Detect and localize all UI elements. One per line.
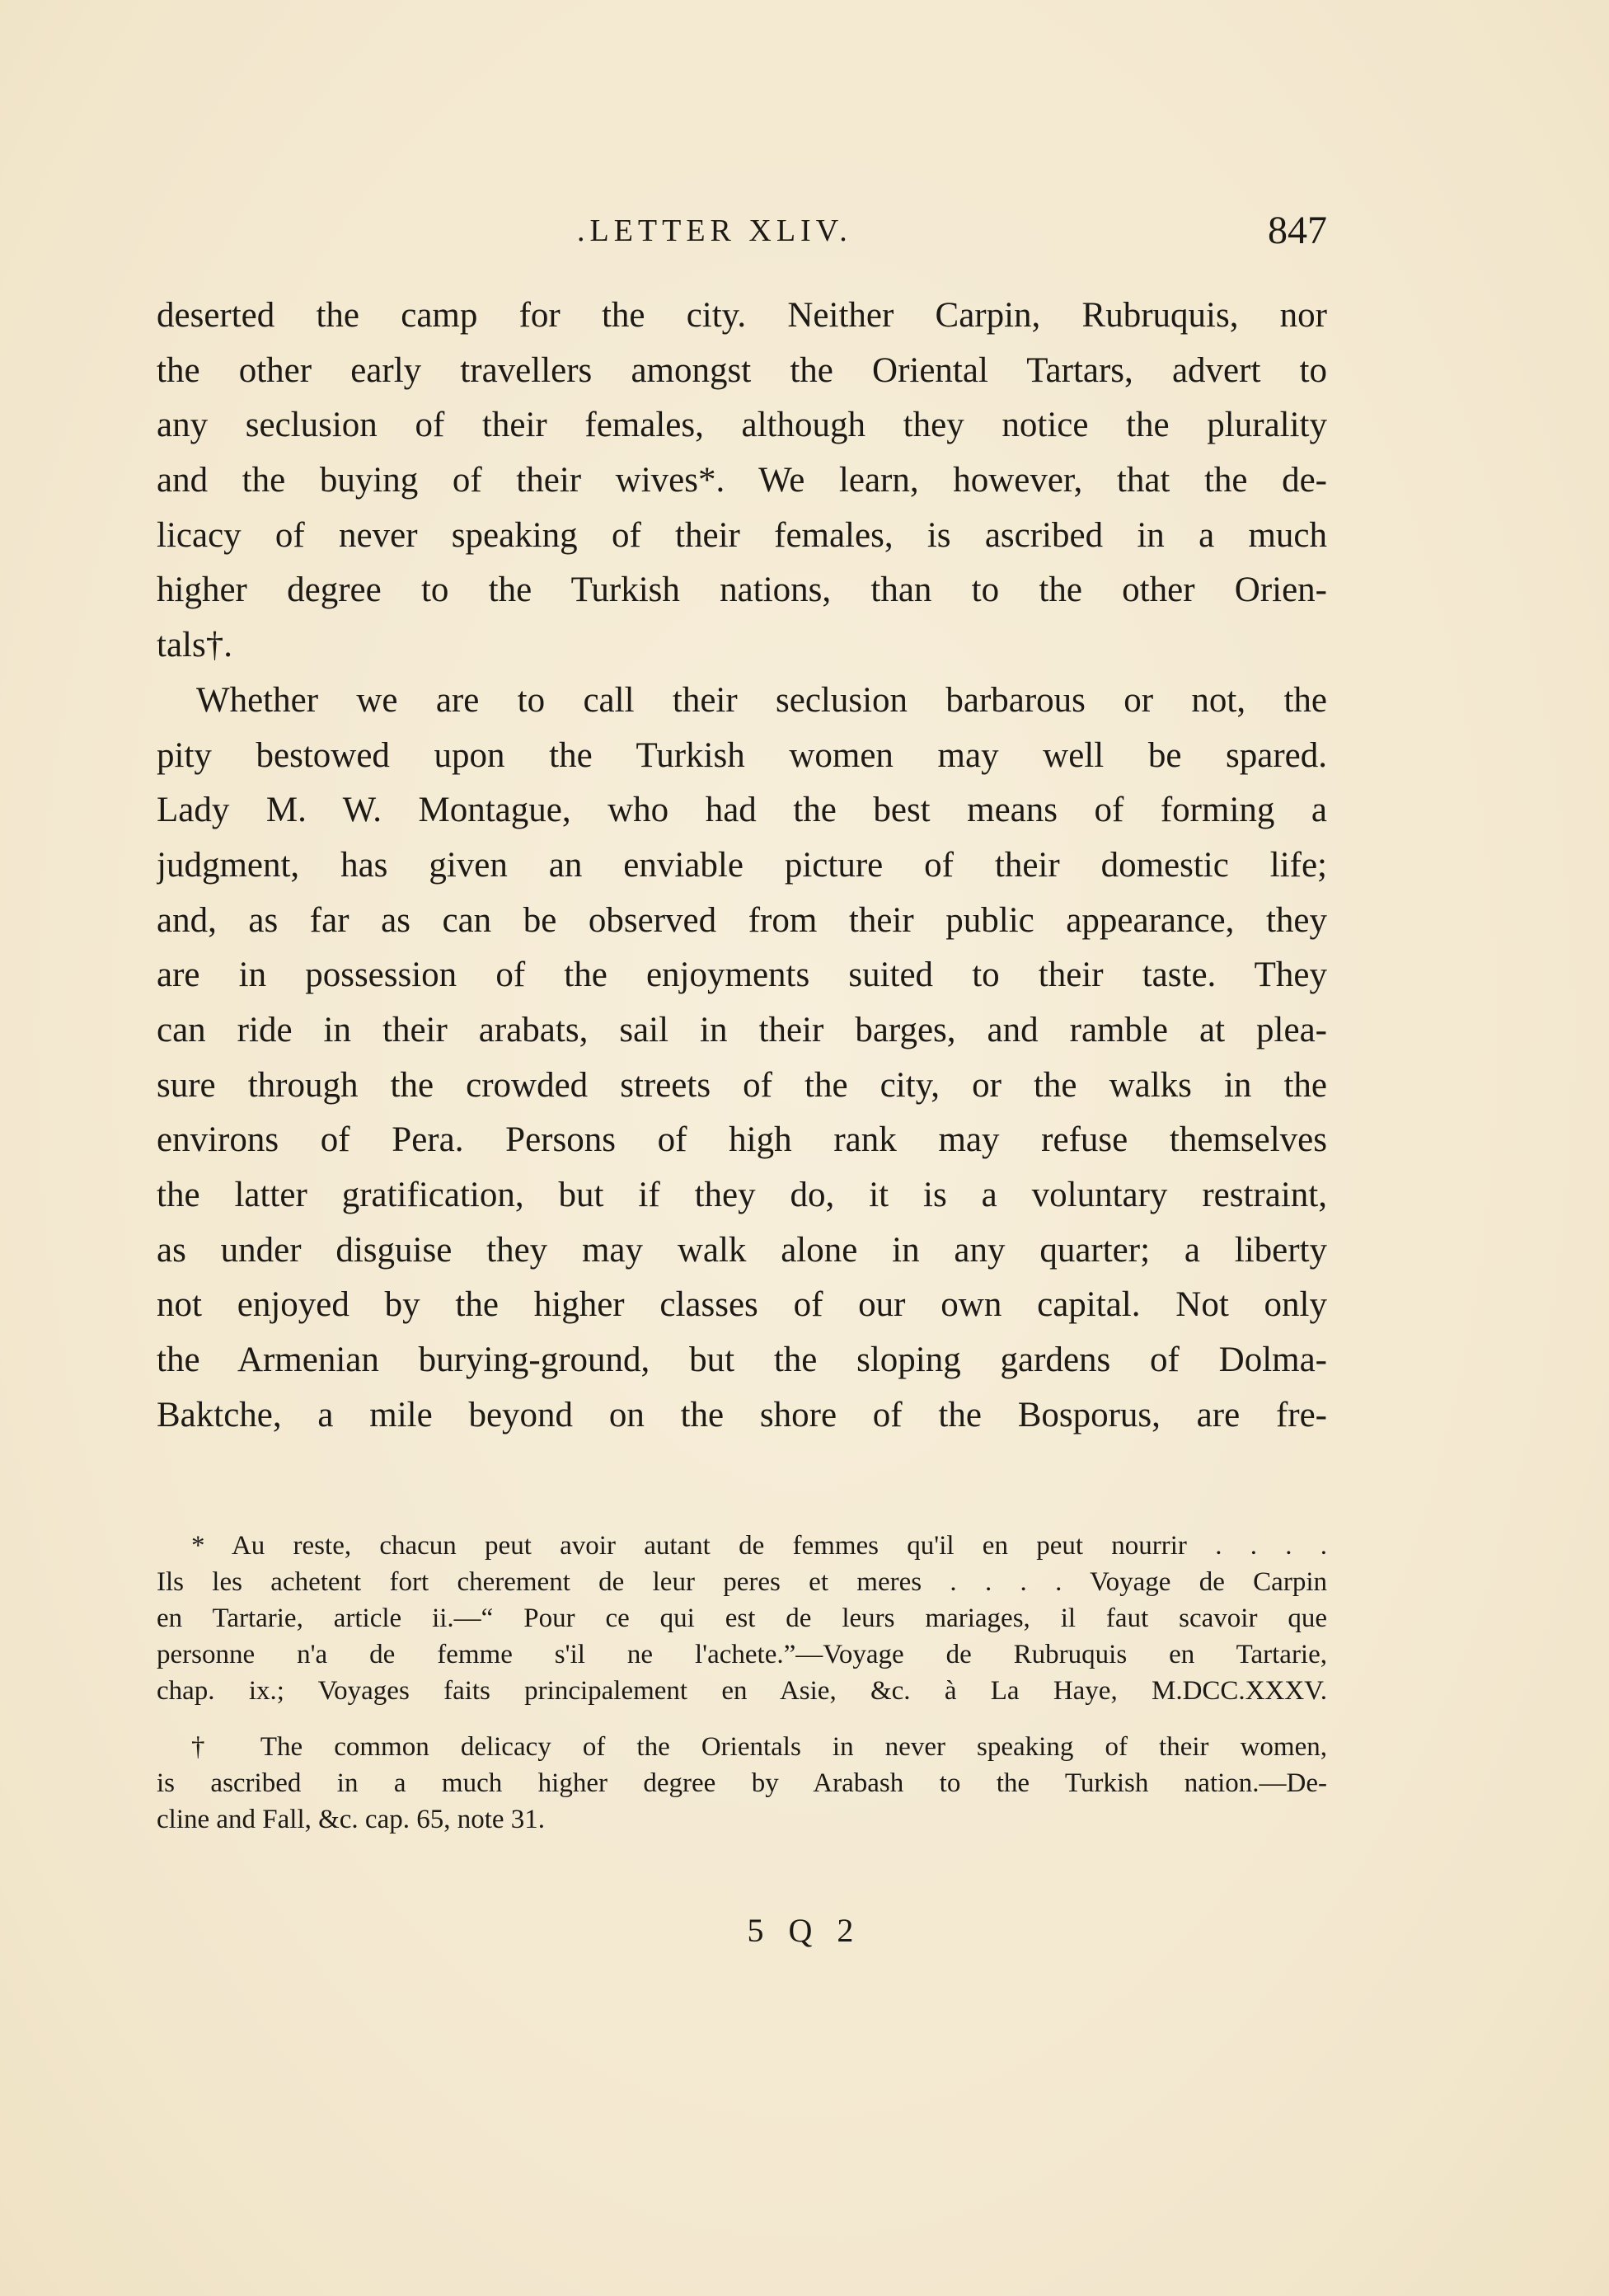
text-line: can ride in their arabats, sail in their barges, and ramble at plea- [157, 1010, 1327, 1049]
text-line: and the buying of their wives*. We learn, however, that the de- [157, 461, 1327, 500]
footnotes [157, 1528, 1327, 1838]
text-line: licacy of never speaking of their females, is ascribed in a much [157, 515, 1327, 555]
text-line: the other early travellers amongst the Oriental Tartars, advert to [157, 350, 1327, 390]
text-line: deserted the camp for the city. Neither Carpin, Rubruquis, nor [157, 296, 1327, 335]
body-text [157, 289, 1327, 1443]
text-line: as under disguise they may walk alone in any quarter; a liberty [157, 1230, 1327, 1270]
text-line: sure through the crowded streets of the city, or the walks in the [157, 1065, 1327, 1105]
footnote-gap [157, 1709, 1327, 1729]
text-line: any seclusion of their females, although they notice the plurality [157, 406, 1327, 445]
text-line: the latter gratification, but if they do, it is a voluntary restraint, [157, 1176, 1327, 1214]
footnote-line: Ils les achetent fort cherement de leur peres et meres . . . . Voyage de Carpin [157, 1567, 1327, 1597]
text-line: Lady M. W. Montague, who had the best means of forming a [157, 791, 1327, 830]
footnote-asterisk [157, 1528, 1327, 1709]
footnote-line: † The common delicacy of the Orientals in never speaking of their women, [191, 1732, 1327, 1762]
page-header [157, 208, 1327, 265]
text-line: tals†. [157, 626, 232, 665]
text-line: and, as far as can be observed from their public appearance, they [157, 900, 1327, 940]
text-line: Whether we are to call their seclusion barbarous or not, the [196, 680, 1327, 720]
signature-mark: 5 Q 2 [747, 1912, 862, 1949]
text-line: pity bestowed upon the Turkish women may well be spared. [157, 735, 1327, 775]
text-line: judgment, has given an enviable picture of their domestic life; [157, 845, 1327, 885]
text-line: are in possession of the enjoyments suited to their taste. They [157, 955, 1327, 995]
text-line: Baktche, a mile beyond on the shore of the Bosporus, are fre- [157, 1395, 1327, 1434]
text-line: environs of Pera. Persons of high rank may refuse themselves [157, 1120, 1327, 1160]
footnote-line: chap. ix.; Voyages faits principalement en Asie, &c. à La Haye, M.DCC.XXXV. [157, 1676, 1327, 1706]
footnote-line: en Tartarie, article ii.—“ Pour ce qui est de leurs mariages, il faut scavoir que [157, 1603, 1327, 1633]
footnote-dagger [157, 1729, 1327, 1838]
running-head: .LETTER XLIV. [577, 214, 852, 248]
text-line: the Armenian burying-ground, but the sloping gardens of Dolma- [157, 1341, 1327, 1380]
footnote-line: personne n'a de femme s'il ne l'achete.”—Voyage de Rubruquis en Tartarie, [157, 1640, 1327, 1669]
text-line: not enjoyed by the higher classes of our own capital. Not only [157, 1285, 1327, 1325]
text-line: higher degree to the Turkish nations, than to the other Orien- [157, 570, 1327, 610]
footnote-line: is ascribed in a much higher degree by Arabash to the Turkish nation.—De- [157, 1768, 1327, 1798]
footnote-line: * Au reste, chacun peut avoir autant de femmes qu'il en peut nourrir . . . . [191, 1531, 1327, 1561]
page-number: 847 [1268, 209, 1327, 252]
footnote-line: cline and Fall, &c. cap. 65, note 31. [157, 1805, 546, 1834]
